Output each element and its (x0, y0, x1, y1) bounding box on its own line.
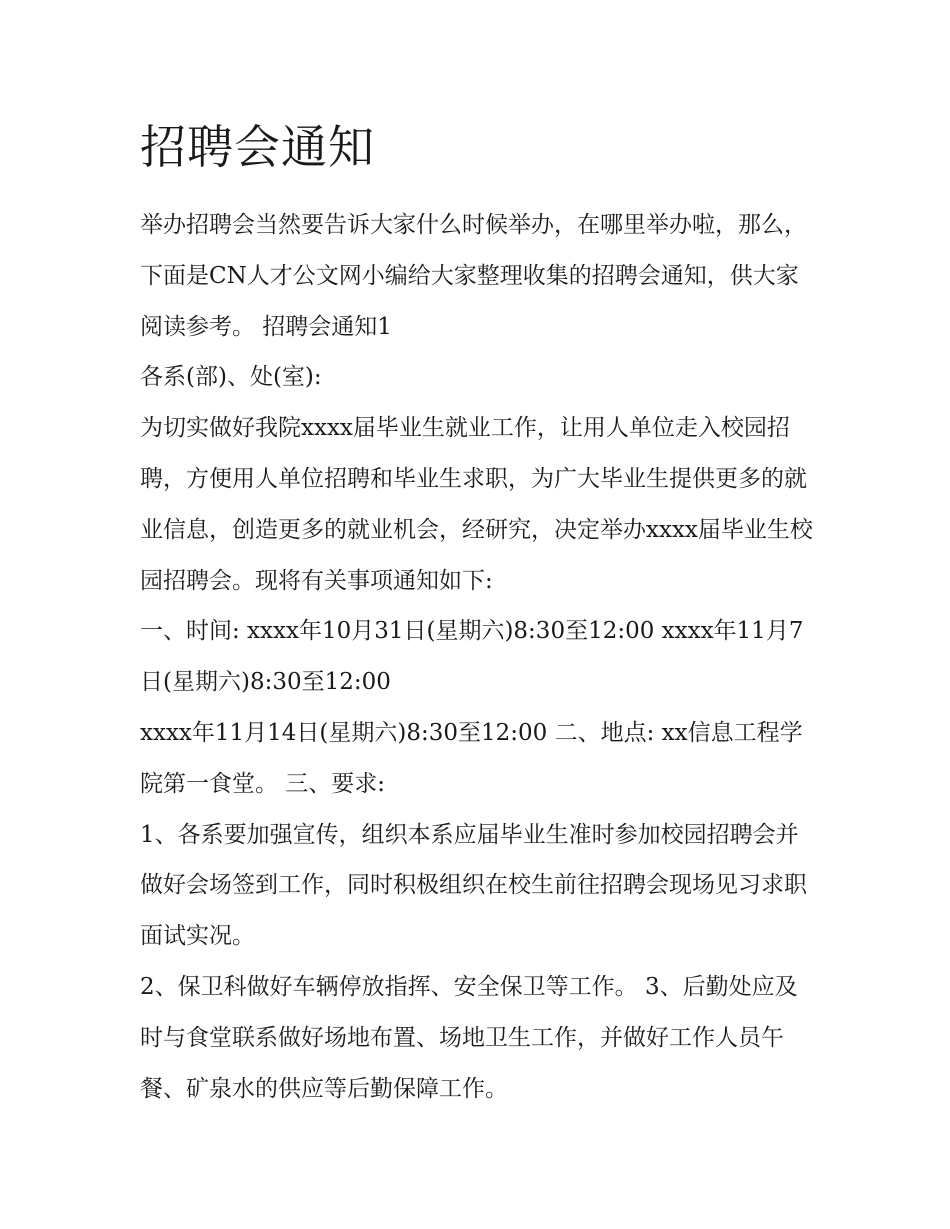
paragraph-time-location: xxxx年11月14日(星期六)8:30至12:00 二、地点: xx信息工程学院第一食堂。 三、要求: (140, 719, 803, 797)
paragraph-salutation: 各系(部)、处(室): (140, 364, 322, 391)
paragraph-requirement-2-3: 2、保卫科做好车辆停放指挥、安全保卫等工作。 3、后勤处应及时与食堂联系做好场地布置、场地卫生工作，并做好工作人员午餐、矿泉水的供应等后勤保障工作。 (140, 973, 798, 1102)
document-title: 招聘会通知 (140, 120, 375, 174)
paragraph-time: 一、时间: xxxx年10月31日(星期六)8:30至12:00 xxxx年11月7日(星期六)8:30至12:00 (140, 618, 804, 696)
paragraph-purpose: 为切实做好我院xxxx届毕业生就业工作，让用人单位走入校园招聘，方便用人单位招聘和毕业生求职，为广大毕业生提供更多的就业信息，创造更多的就业机会，经研究，决定举办xxxx届毕业生校园招聘会。现将有关事项通知如下: (140, 415, 813, 594)
document-page (140, 112, 815, 1114)
paragraph-requirement-1: 1、各系要加强宣传，组织本系应届毕业生准时参加校园招聘会并做好会场签到工作，同时积极组织在校生前往招聘会现场见习求职面试实况。 (140, 821, 807, 950)
paragraph-intro: 举办招聘会当然要告诉大家什么时候举办，在哪里举办啦，那么，下面是CN人才公文网小编给大家整理收集的招聘会通知，供大家阅读参考。 招聘会通知1 (140, 212, 807, 340)
